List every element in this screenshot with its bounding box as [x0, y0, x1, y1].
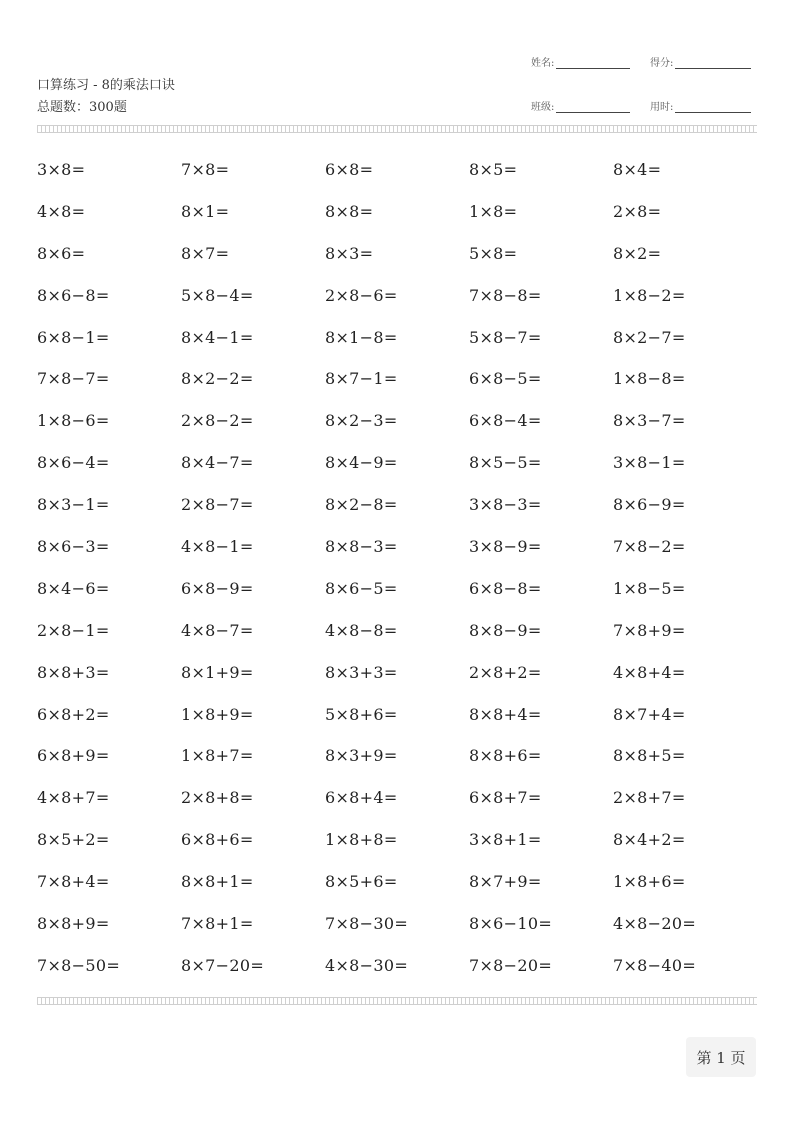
worksheet-header	[0, 0, 794, 125]
problem-row	[37, 907, 757, 949]
problem-item: 6×8+4=	[325, 788, 398, 808]
problem-item: 8×3−1=	[37, 495, 110, 515]
problem-item: 4×8−30=	[325, 955, 409, 975]
problem-item: 7×8=	[181, 160, 230, 179]
problem-item: 5×8−4=	[181, 285, 254, 305]
problem-item: 8×1−8=	[325, 327, 398, 347]
problem-item: 3×8−9=	[469, 537, 542, 557]
problem-row	[37, 865, 757, 907]
problem-item: 4×8−8=	[325, 620, 398, 640]
time-field[interactable]	[650, 98, 751, 113]
problem-item: 5×8+6=	[325, 704, 398, 724]
problem-item: 8×3+9=	[325, 746, 398, 766]
problem-row	[37, 195, 757, 237]
problem-item: 7×8+1=	[181, 914, 254, 934]
problem-item: 8×1+9=	[181, 662, 254, 682]
problem-item: 8×4−6=	[37, 578, 110, 598]
problem-item: 5×8=	[469, 243, 518, 263]
problem-item: 8×8+4=	[469, 704, 542, 724]
problem-item: 3×8=	[37, 160, 86, 179]
problem-item: 2×8+2=	[469, 662, 542, 682]
problem-item: 1×8=	[469, 201, 518, 221]
problem-item: 2×8+8=	[181, 788, 254, 808]
problem-item: 8×7=	[181, 243, 230, 263]
problem-grid	[37, 153, 757, 991]
problem-row	[37, 949, 757, 991]
problem-row	[37, 237, 757, 279]
problem-item: 8×7−1=	[325, 369, 398, 389]
problem-item: 8×8+1=	[181, 872, 254, 892]
problem-item: 1×8+9=	[181, 704, 254, 724]
problem-item: 8×5−5=	[469, 453, 542, 473]
problem-item: 4×8−20=	[613, 914, 697, 934]
problem-item: 8×5=	[469, 160, 518, 179]
problem-item: 8×7−20=	[181, 955, 265, 975]
problem-row	[37, 404, 757, 446]
name-label: 姓名:	[531, 58, 555, 69]
problem-item: 8×4−1=	[181, 327, 254, 347]
problem-item: 7×8+9=	[613, 620, 686, 640]
problem-item: 6×8+9=	[37, 746, 110, 766]
problem-item: 2×8−6=	[325, 285, 398, 305]
problem-row	[37, 823, 757, 865]
problem-item: 8×2−2=	[181, 369, 254, 389]
name-field[interactable]	[531, 54, 630, 69]
problem-item: 8×8−3=	[325, 537, 398, 557]
problem-item: 8×2−7=	[613, 327, 686, 347]
problem-item: 6×8−5=	[469, 369, 542, 389]
time-label: 用时:	[650, 102, 674, 113]
problem-item: 4×8−7=	[181, 620, 254, 640]
problem-item: 4×8+4=	[613, 662, 686, 682]
decorative-border-top	[37, 125, 757, 133]
problem-item: 3×8+1=	[469, 830, 542, 850]
problem-item: 8×6−8=	[37, 285, 110, 305]
problem-item: 7×8−30=	[325, 914, 409, 934]
class-label: 班级:	[531, 102, 555, 113]
problem-item: 8×4−9=	[325, 453, 398, 473]
problem-item: 6×8−9=	[181, 578, 254, 598]
problem-item: 8×8+6=	[469, 746, 542, 766]
problem-item: 7×8−40=	[613, 955, 697, 975]
problem-item: 8×8+3=	[37, 662, 110, 682]
problem-item: 6×8−1=	[37, 327, 110, 347]
score-blank-line[interactable]	[675, 58, 751, 69]
problem-item: 8×3=	[325, 243, 374, 263]
problem-item: 8×8+5=	[613, 746, 686, 766]
problem-row	[37, 739, 757, 781]
problem-item: 8×6−10=	[469, 914, 553, 934]
problem-item: 1×8+6=	[613, 872, 686, 892]
problem-item: 8×4−7=	[181, 453, 254, 473]
problem-item: 8×8+9=	[37, 914, 110, 934]
problem-row	[37, 656, 757, 698]
problem-row	[37, 488, 757, 530]
problem-item: 6×8+2=	[37, 704, 110, 724]
problem-item: 8×3+3=	[325, 662, 398, 682]
problem-item: 8×4=	[613, 160, 662, 179]
problem-item: 8×1=	[181, 201, 230, 221]
problem-row	[37, 279, 757, 321]
problem-item: 1×8−5=	[613, 578, 686, 598]
problem-item: 3×8−3=	[469, 495, 542, 515]
problem-row	[37, 614, 757, 656]
problem-item: 7×8+4=	[37, 872, 110, 892]
name-blank-line[interactable]	[556, 58, 630, 69]
problem-row	[37, 530, 757, 572]
problem-item: 8×2=	[613, 243, 662, 263]
problem-row	[37, 153, 757, 195]
problem-item: 8×2−8=	[325, 495, 398, 515]
problem-item: 7×8−8=	[469, 285, 542, 305]
problem-item: 2×8−2=	[181, 411, 254, 431]
problem-item: 4×8=	[37, 201, 86, 221]
problem-row	[37, 698, 757, 740]
problem-item: 7×8−2=	[613, 537, 686, 557]
page-number: 第 1 页	[686, 1037, 756, 1077]
problem-item: 8×8−9=	[469, 620, 542, 640]
problem-row	[37, 362, 757, 404]
problem-item: 8×4+2=	[613, 830, 686, 850]
problem-item: 8×6−5=	[325, 578, 398, 598]
problem-row	[37, 321, 757, 363]
decorative-border-bottom	[37, 997, 757, 1005]
problem-item: 2×8=	[613, 201, 662, 221]
problem-item: 8×8=	[325, 201, 374, 221]
problem-item: 1×8−8=	[613, 369, 686, 389]
problem-item: 8×5+6=	[325, 872, 398, 892]
problem-row	[37, 446, 757, 488]
class-blank-line[interactable]	[556, 102, 630, 113]
problem-row	[37, 572, 757, 614]
problem-item: 8×6−3=	[37, 537, 110, 557]
problem-item: 7×8−20=	[469, 955, 553, 975]
problem-item: 1×8−2=	[613, 285, 686, 305]
time-blank-line[interactable]	[675, 102, 751, 113]
problem-row	[37, 781, 757, 823]
problem-item: 2×8−7=	[181, 495, 254, 515]
problem-item: 8×3−7=	[613, 411, 686, 431]
problem-item: 1×8+7=	[181, 746, 254, 766]
class-field[interactable]	[531, 98, 630, 113]
problem-item: 6×8=	[325, 160, 374, 179]
problem-item: 8×5+2=	[37, 830, 110, 850]
score-label: 得分:	[650, 58, 674, 69]
problem-item: 7×8−50=	[37, 955, 121, 975]
problem-item: 7×8−7=	[37, 369, 110, 389]
problem-item: 6×8+7=	[469, 788, 542, 808]
problem-item: 8×7+4=	[613, 704, 686, 724]
problem-item: 8×6=	[37, 243, 86, 263]
problem-item: 2×8+7=	[613, 788, 686, 808]
worksheet-title: 口算练习 - 8的乘法口诀	[37, 78, 175, 93]
problem-item: 1×8−6=	[37, 411, 110, 431]
problem-item: 8×6−4=	[37, 453, 110, 473]
total-count: 总题数：300题	[37, 100, 127, 115]
problem-item: 3×8−1=	[613, 453, 686, 473]
problem-item: 1×8+8=	[325, 830, 398, 850]
problem-item: 8×6−9=	[613, 495, 686, 515]
problem-item: 4×8+7=	[37, 788, 110, 808]
problem-item: 6×8−4=	[469, 411, 542, 431]
problem-item: 4×8−1=	[181, 537, 254, 557]
problem-item: 6×8+6=	[181, 830, 254, 850]
score-field[interactable]	[650, 54, 751, 69]
problem-item: 6×8−8=	[469, 578, 542, 598]
problem-item: 2×8−1=	[37, 620, 110, 640]
problem-item: 8×7+9=	[469, 872, 542, 892]
problem-item: 8×2−3=	[325, 411, 398, 431]
problem-item: 5×8−7=	[469, 327, 542, 347]
